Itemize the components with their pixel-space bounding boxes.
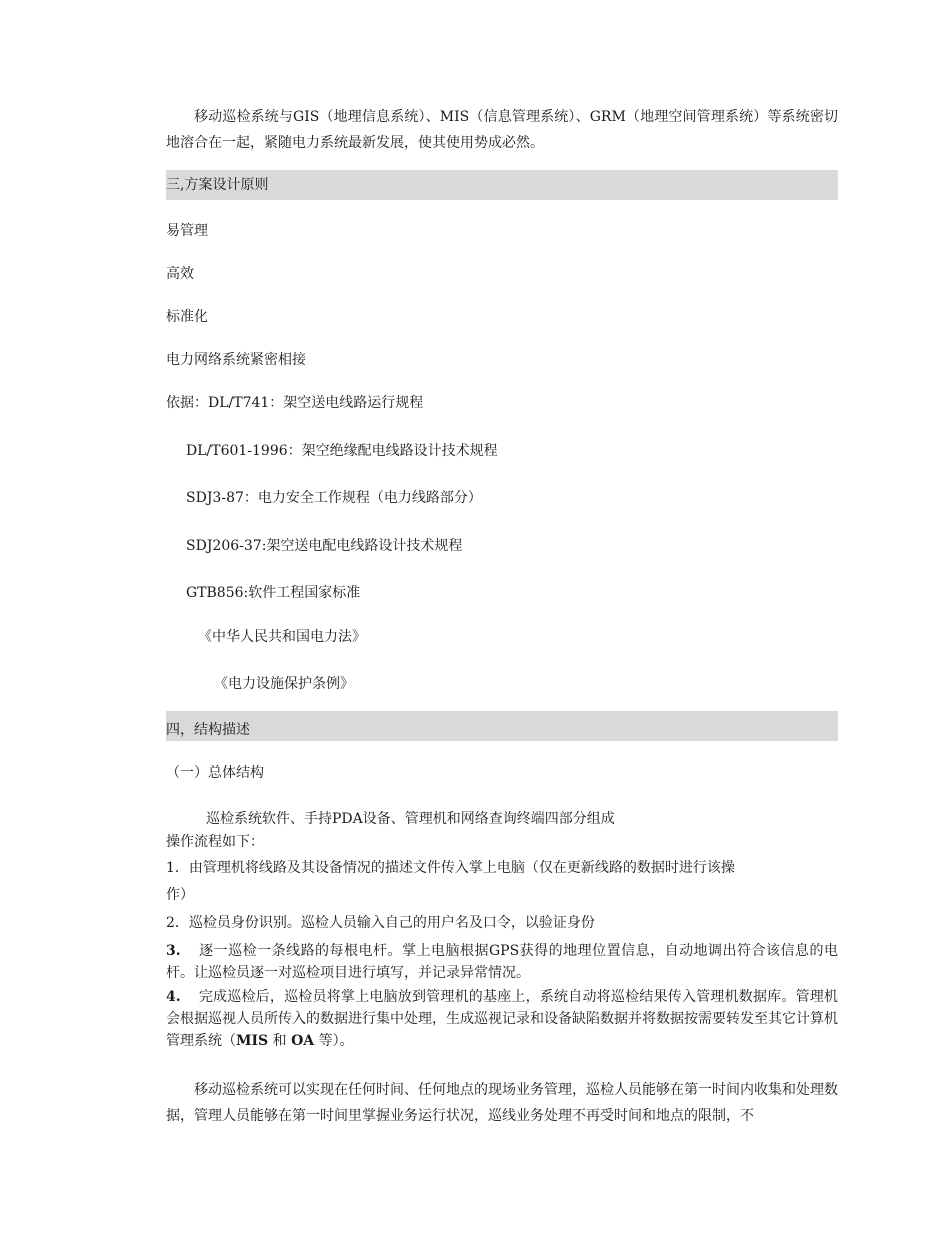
step-2: 2．巡检员身份识别。巡检人员输入自己的用户名及口令，以验证身份 bbox=[166, 915, 595, 931]
section-3-heading-bar bbox=[166, 170, 838, 200]
principle-item: 电力网络系统紧密相接 bbox=[166, 352, 306, 368]
standard-item: DL/T601-1996：架空绝缘配电线路设计技术规程 bbox=[186, 443, 498, 459]
step-3 bbox=[166, 940, 838, 984]
standard-item: SDJ206-37:架空送电配电线路设计技术规程 bbox=[186, 538, 463, 554]
closing-paragraph: 移动巡检系统可以实现在任何时间、任何地点的现场业务管理，巡检人员能够在第一时间内收集和处理数据，管理人员能够在第一时间里掌握业务运行状况，巡线业务处理不再受时间和地点的限制，不 bbox=[166, 1082, 838, 1124]
step-4-number: 4. bbox=[166, 989, 181, 1005]
section-4-heading: 四，结构描述 bbox=[166, 722, 250, 738]
step-4 bbox=[166, 986, 838, 1052]
step-3-number: 3. bbox=[166, 943, 181, 959]
law-item: 《中华人民共和国电力法》 bbox=[198, 629, 366, 645]
standard-item: SDJ3-87：电力安全工作规程（电力线路部分） bbox=[186, 490, 482, 506]
step-4-and: 和 bbox=[268, 1033, 292, 1049]
composition-text: 巡检系统软件、手持PDA设备、管理机和网络查询终端四部分组成 bbox=[206, 811, 615, 827]
principle-item: 标准化 bbox=[166, 309, 208, 325]
intro-paragraph: 移动巡检系统与GIS（地理信息系统）、MIS（信息管理系统）、GRM（地理空间管理系统）等系统密切地溶合在一起，紧随电力系统最新发展，使其使用势成必然。 bbox=[166, 109, 838, 151]
principle-item: 高效 bbox=[166, 266, 194, 282]
step-4-oa: OA bbox=[291, 1033, 315, 1049]
section-4-heading-bar bbox=[166, 711, 838, 741]
step-4-mis: MIS bbox=[236, 1033, 269, 1049]
law-item: 《电力设施保护条例》 bbox=[214, 676, 354, 692]
section-3-heading: 三,方案设计原则 bbox=[166, 177, 269, 193]
step-1-line-1: 1．由管理机将线路及其设备情况的描述文件传入掌上电脑（仅在更新线路的数据时进行该操 bbox=[166, 860, 735, 876]
flow-label: 操作流程如下： bbox=[166, 834, 264, 850]
standard-item: GTB856:软件工程国家标准 bbox=[186, 585, 361, 601]
principle-item: 易管理 bbox=[166, 223, 208, 239]
step-3-text: 逐一巡检一条线路的每根电杆。掌上电脑根据GPS获得的地理位置信息，自动地调出符合该信息的电杆。让巡检员逐一对巡检项目进行填写，并记录异常情况。 bbox=[166, 943, 838, 981]
step-4-end: 等）。 bbox=[314, 1033, 354, 1049]
subsection-heading: （一）总体结构 bbox=[166, 765, 264, 781]
step-1-line-2: 作） bbox=[166, 887, 194, 903]
step-4-text: 完成巡检后，巡检员将掌上电脑放到管理机的基座上，系统自动将巡检结果传入管理机数据库。管理机会根据巡视人员所传入的数据进行集中处理，生成巡视记录和设备缺陷数据并将数据按需要转发至其它计算机管理系统（ bbox=[166, 989, 838, 1049]
basis-label: 依据：DL/T741：架空送电线路运行规程 bbox=[166, 395, 424, 411]
